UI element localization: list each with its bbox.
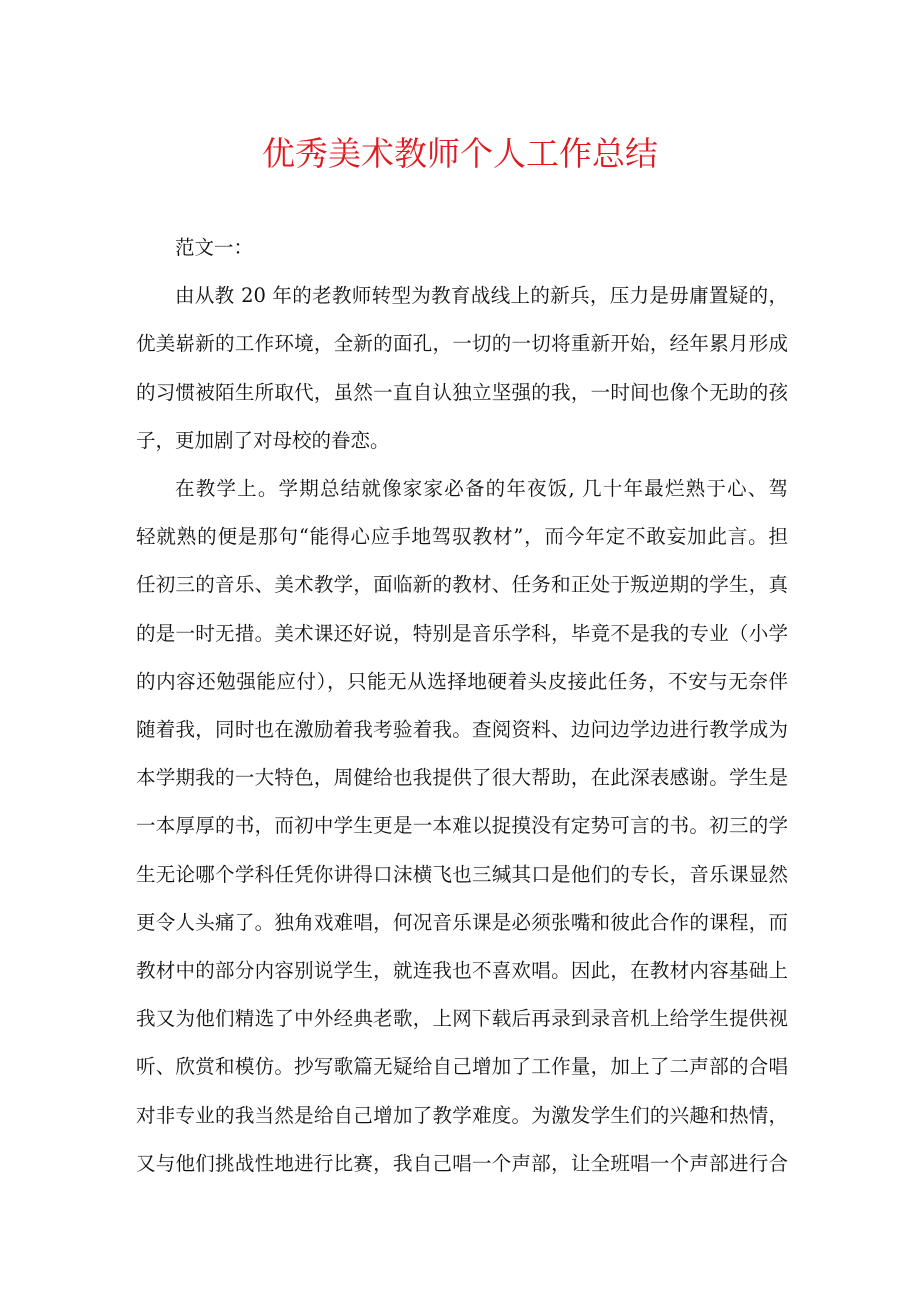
paragraph-1-line: 的习惯被陌生所取代，虽然一直自认独立坚强的我，一时间也像个无助的孩 — [136, 380, 788, 404]
paragraph-1-line: 子，更加剧了对母校的眷恋。 — [136, 428, 390, 452]
paragraph-1 — [136, 272, 788, 465]
document-body — [136, 224, 788, 1188]
paragraph-2-line: 在教学上。学期总结就像家家必备的年夜饭, 几十年最烂熟于心、驾 — [175, 477, 788, 501]
paragraph-1-line: 由从教 20 年的老教师转型为教育战线上的新兵，压力是毋庸置疑的， — [175, 284, 788, 308]
paragraph-2-line: 教材中的部分内容别说学生，就连我也不喜欢唱。因此，在教材内容基础上 — [136, 959, 788, 983]
paragraph-2-line: 一本厚厚的书，而初中学生更是一本难以捉摸没有定势可言的书。初三的学 — [136, 814, 788, 838]
paragraph-2-line: 生无论哪个学科任凭你讲得口沫横飞也三缄其口是他们的专长，音乐课显然 — [136, 862, 788, 886]
document-title: 优秀美术教师个人工作总结 — [262, 134, 658, 173]
section-label: 范文一： — [175, 236, 254, 259]
paragraph-2-line: 的内容还勉强能应付），只能无从选择地硬着头皮接此任务，不安与无奈伴 — [136, 669, 788, 693]
paragraph-2-line: 任初三的音乐、美术教学，面临新的教材、任务和正处于叛逆期的学生，真 — [136, 573, 788, 597]
paragraph-2-line: 随着我，同时也在激励着我考验着我。查阅资料、边问边学边进行教学成为 — [136, 718, 788, 742]
paragraph-2-line: 轻就熟的便是那句“能得心应手地驾驭教材”，而今年定不敢妄加此言。担 — [136, 525, 788, 549]
paragraph-2-line: 听、欣赏和模仿。抄写歌篇无疑给自己增加了工作量，加上了二声部的合唱 — [136, 1055, 788, 1079]
paragraph-2-line: 本学期我的一大特色，周健给也我提供了很大帮助，在此深表感谢。学生是 — [136, 766, 788, 790]
paragraph-2-line: 又与他们挑战性地进行比赛，我自己唱一个声部，让全班唱一个声部进行合 — [136, 1151, 788, 1175]
paragraph-2-line: 的是一时无措。美术课还好说，特别是音乐学科，毕竟不是我的专业（小学 — [136, 621, 788, 645]
paragraph-2-line: 更令人头痛了。独角戏难唱，何况音乐课是必须张嘴和彼此合作的课程，而 — [136, 910, 788, 934]
paragraph-1-line: 优美崭新的工作环境，全新的面孔，一切的一切将重新开始，经年累月形成 — [136, 332, 788, 356]
paragraph-2-line: 我又为他们精选了中外经典老歌，上网下载后再录到录音机上给学生提供视 — [136, 1007, 788, 1031]
paragraph-2 — [136, 465, 788, 1188]
paragraph-2-line: 对非专业的我当然是给自己增加了教学难度。为激发学生们的兴趣和热情， — [136, 1103, 788, 1127]
